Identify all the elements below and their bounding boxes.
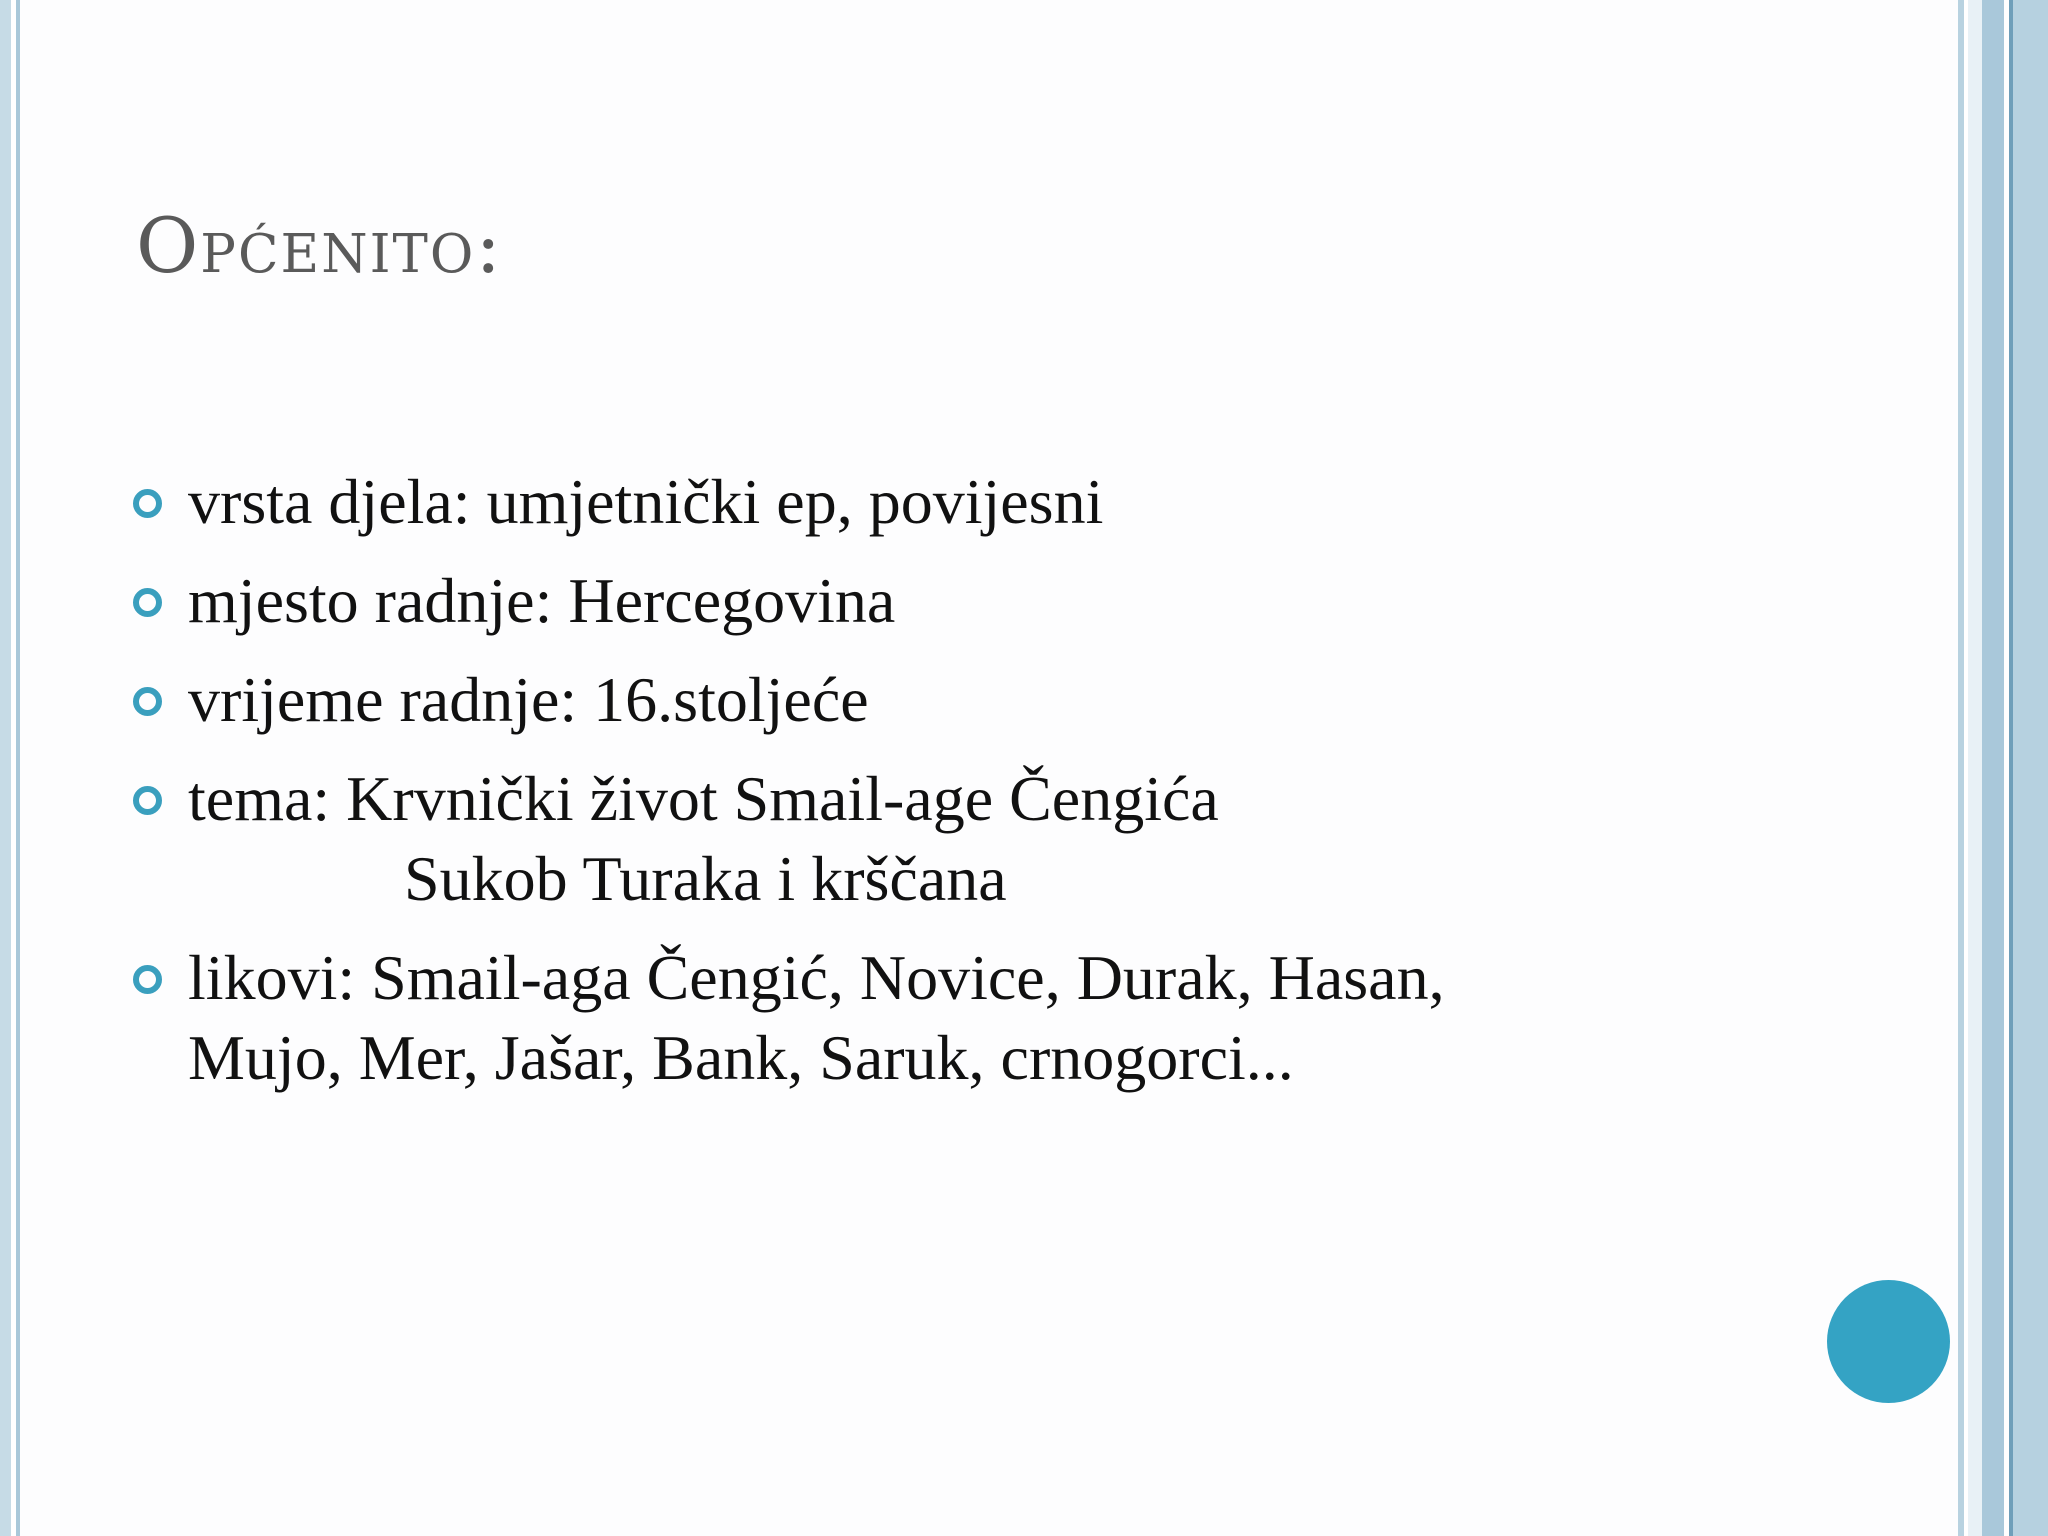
- decorative-circle: [1827, 1280, 1950, 1403]
- bullet-text: vrijeme radnje: 16.stoljeće: [188, 664, 869, 735]
- bullet-text: mjesto radnje: Hercegovina: [188, 565, 896, 636]
- slide-title: Općenito:: [136, 201, 503, 290]
- circle-bullet-icon: [133, 687, 162, 716]
- bullet-item: [130, 660, 1690, 740]
- bullet-text-continuation: Sukob Turaka i krščana: [404, 843, 1007, 914]
- circle-bullet-icon: [133, 588, 162, 617]
- bullet-text: likovi: Smail-aga Čengić, Novice, Durak, Hasan,: [188, 942, 1445, 1013]
- bullet-item: [130, 462, 1690, 542]
- bullet-list: [130, 462, 1690, 1117]
- circle-bullet-icon: [133, 786, 162, 815]
- right-border-stripe-light: [1968, 0, 1982, 1536]
- left-border-stripe: [0, 0, 11, 1536]
- bullet-item: [130, 759, 1690, 919]
- bullet-item: [130, 561, 1690, 641]
- right-border-stripe-outer: [2013, 0, 2048, 1536]
- bullet-text: tema: Krvnički život Smail-age Čengića: [188, 763, 1219, 834]
- circle-bullet-icon: [133, 965, 162, 994]
- bullet-item: [130, 938, 1690, 1098]
- bullet-text: vrsta djela: umjetnički ep, povijesni: [188, 466, 1104, 537]
- left-border-stripe-inner: [16, 0, 20, 1536]
- bullet-text-continuation: Mujo, Mer, Jašar, Bank, Saruk, crnogorci...: [188, 1022, 1294, 1093]
- right-border-stripe-main: [1982, 0, 2004, 1536]
- circle-bullet-icon: [133, 489, 162, 518]
